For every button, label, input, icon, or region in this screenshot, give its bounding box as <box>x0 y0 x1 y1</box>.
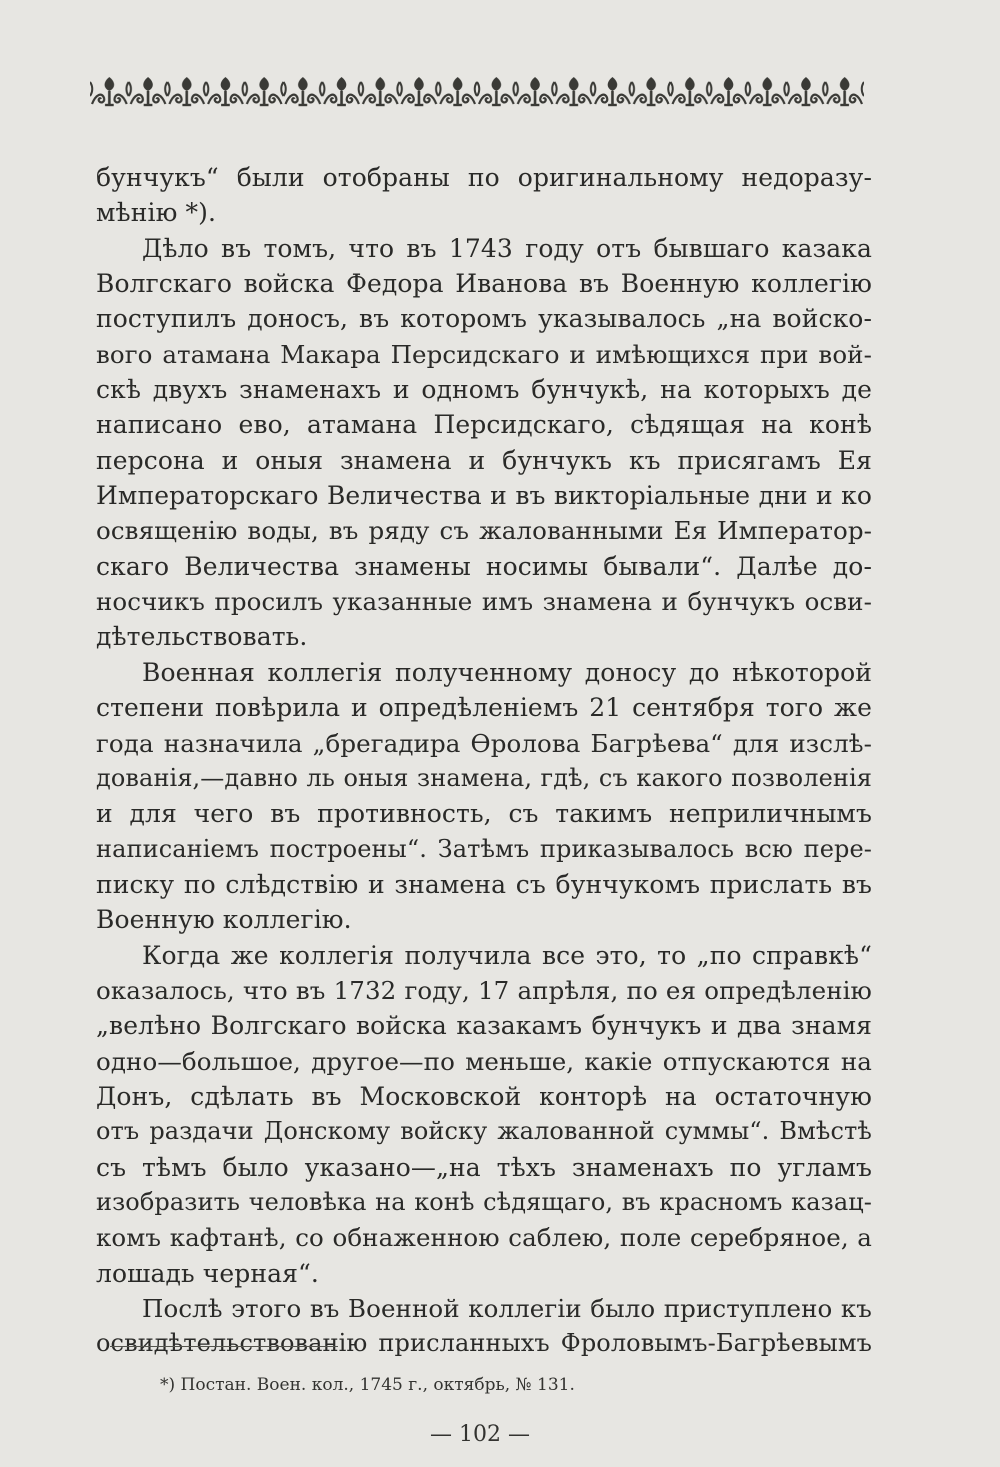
body-text <box>96 160 872 1362</box>
text-line: освидѣтельствованію присланныхъ Фроловымъ-Багрѣевымъ <box>96 1329 872 1358</box>
text-line: мѣнію *). <box>96 198 216 228</box>
footnote-divider <box>110 1346 338 1347</box>
text-line: скѣ двухъ знаменахъ и одномъ бунчукѣ, на которыхъ де <box>96 375 872 405</box>
text-line: поступилъ доносъ, въ которомъ указывалось „на войско- <box>96 304 872 334</box>
text-line: писку по слѣдствію и знамена съ бунчукомъ прислать въ <box>96 869 872 899</box>
ornament-border-icon <box>90 74 864 108</box>
text-line: Военная коллегія полученному доносу до нѣкоторой <box>142 657 872 687</box>
text-line: написаніемъ построены“. Затѣмъ приказывалось всю пере- <box>96 834 872 863</box>
text-line: съ тѣмъ было указано—„на тѣхъ знаменахъ по угламъ <box>96 1152 872 1182</box>
text-line: освященію воды, въ ряду съ жалованными Ея Император- <box>96 516 872 546</box>
text-line: дѣтельствовать. <box>96 622 308 652</box>
text-line: и для чего въ противность, съ такимъ неприличнымъ <box>96 799 872 829</box>
text-line: Императорскаго Величества и въ викторіальные дни и ко <box>96 481 872 511</box>
text-line: Когда же коллегія получила все это, то „по справкѣ“ <box>142 940 872 970</box>
text-line: Волгскаго войска Федора Иванова въ Военную коллегію <box>96 269 872 299</box>
text-line: оказалось, что въ 1732 году, 17 апрѣля, по ея опредѣленію <box>96 975 872 1005</box>
text-line: одно—большое, другое—по меньше, какіе отпускаются на <box>96 1046 872 1076</box>
text-line: Дѣло въ томъ, что въ 1743 году отъ бывшаго казака <box>142 233 872 263</box>
text-line: написано ево, атамана Персидскаго, сѣдящая на конѣ <box>96 410 872 440</box>
text-line: лошадь черная“. <box>96 1258 319 1288</box>
ornamental-header-border <box>90 74 864 108</box>
footnote: *) Постан. Воен. кол., 1745 г., октябрь, № 131. <box>160 1375 575 1395</box>
text-line: „велѣно Волгскаго войска казакамъ бунчукъ и два знамя <box>96 1011 872 1041</box>
text-line: Военную коллегію. <box>96 905 352 935</box>
text-line: вого атамана Макара Персидскаго и имѣющихся при вой- <box>96 339 872 369</box>
text-line: комъ кафтанѣ, со обнаженною саблею, поле серебряное, а <box>96 1223 872 1253</box>
text-line: Донъ, сдѣлать въ Московской конторѣ на остаточную <box>96 1081 872 1111</box>
text-line: бунчукъ“ были отобраны по оригинальному недоразу- <box>96 163 872 192</box>
text-line: изобразить человѣка на конѣ сѣдящаго, въ красномъ казац- <box>96 1187 872 1216</box>
page-number: — 102 — <box>430 1422 530 1447</box>
text-line: носчикъ просилъ указанные имъ знамена и бунчукъ осви- <box>96 587 872 617</box>
text-line: года назначила „брегадира Ѳролова Багрѣева“ для изслѣ- <box>96 728 872 758</box>
text-line: степени повѣрила и опредѣленіемъ 21 сентября того же <box>96 693 872 723</box>
text-line: Послѣ этого въ Военной коллегіи было приступлено къ <box>142 1294 872 1323</box>
text-line: персона и оныя знамена и бунчукъ къ присягамъ Ея <box>96 445 872 475</box>
text-line: отъ раздачи Донскому войску жалованной суммы“. Вмѣстѣ <box>96 1117 872 1146</box>
text-line: скаго Величества знамены носимы бывали“. Далѣе до- <box>96 551 872 581</box>
text-line: дованія,—давно ль оныя знамена, гдѣ, съ какого позволенія <box>96 763 872 792</box>
